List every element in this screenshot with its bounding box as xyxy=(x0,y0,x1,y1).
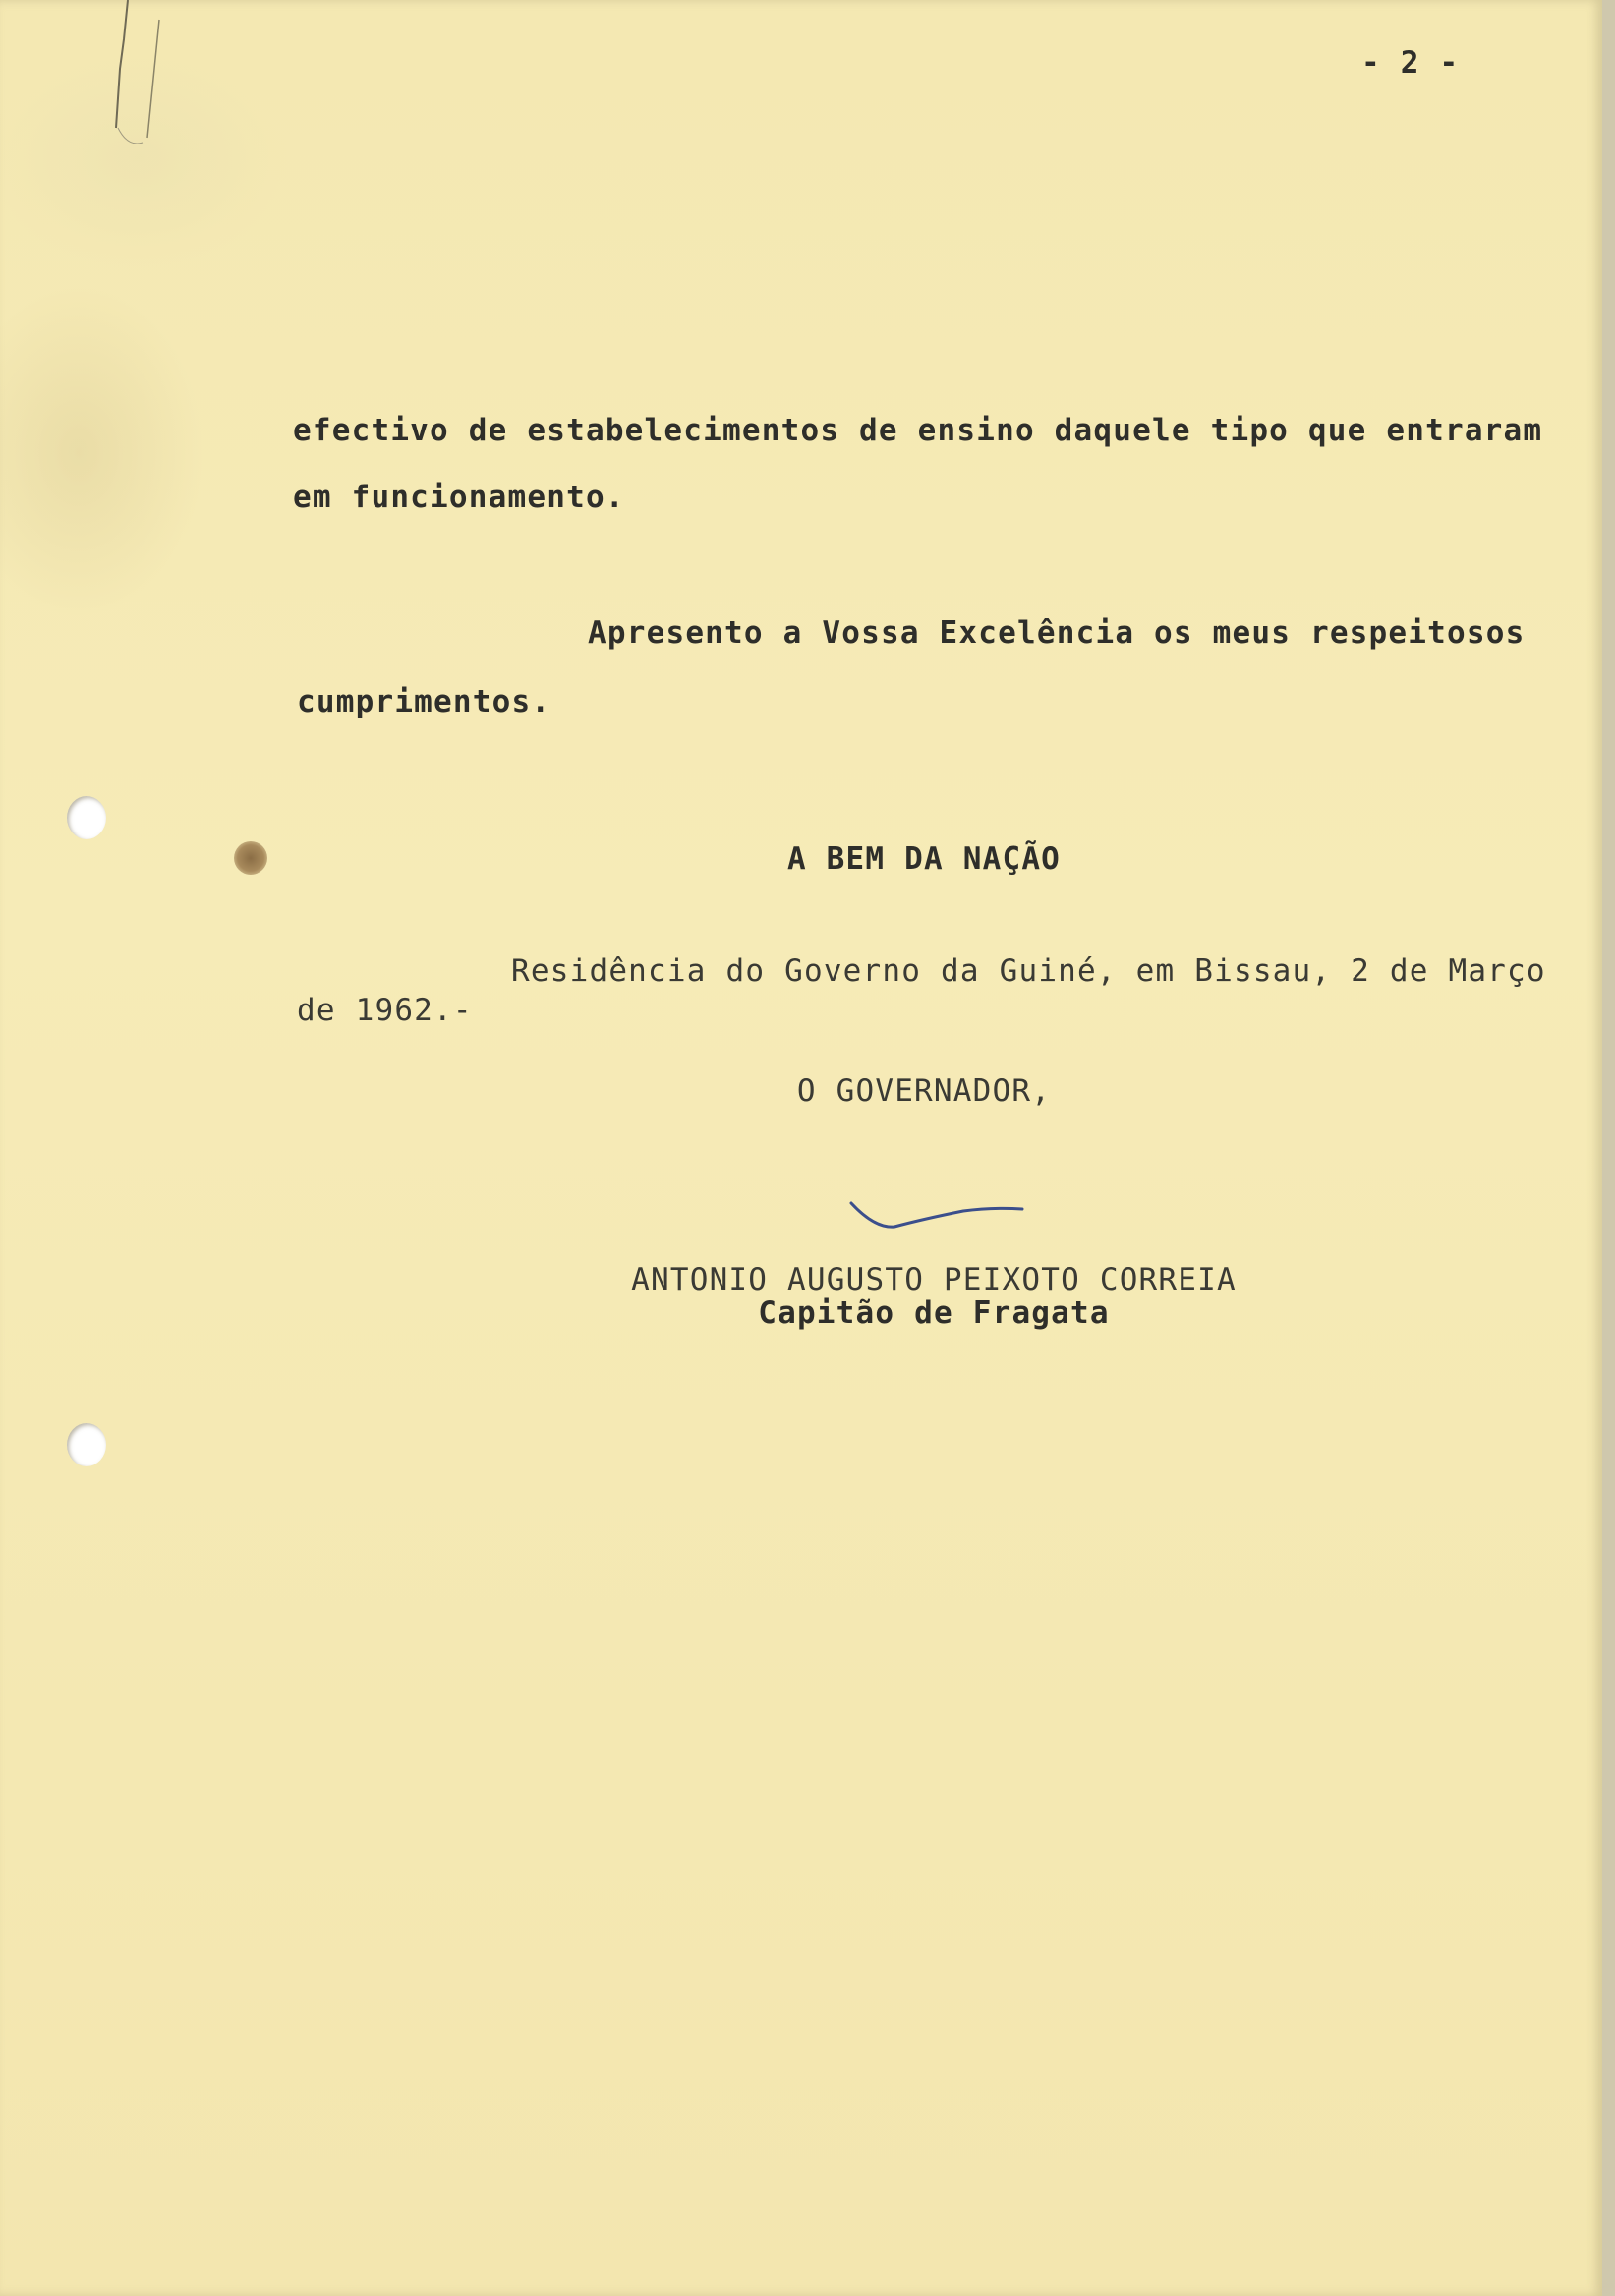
paragraph-2-line-2: cumprimentos. xyxy=(297,684,551,719)
signatory-role: O GOVERNADOR, xyxy=(796,1073,1052,1109)
page-number: - 2 - xyxy=(1361,45,1460,81)
staple-mark-icon xyxy=(98,0,177,157)
ink-stain xyxy=(234,841,267,875)
paragraph-1-line-1: efectivo de estabelecimentos de ensino daquele tipo que entraram xyxy=(293,413,1543,448)
motto: A BEM DA NAÇÃO xyxy=(786,841,1062,877)
signatory-name: ANTONIO AUGUSTO PEIXOTO CORREIA xyxy=(631,1262,1237,1297)
paragraph-2-line-1: Apresento a Vossa Excelência os meus respeitosos xyxy=(588,615,1526,651)
signatory-rank: Capitão de Fragata xyxy=(758,1295,1110,1331)
handwritten-signature-icon xyxy=(845,1189,1032,1238)
paper-edge xyxy=(1602,0,1615,2296)
dateline-line-1: Residência do Governo da Guiné, em Bissau, 2 de Março xyxy=(511,953,1546,989)
punch-hole-bottom xyxy=(67,1423,106,1466)
dateline-line-2: de 1962.- xyxy=(297,993,473,1028)
paragraph-1-line-2: em funcionamento. xyxy=(293,480,625,515)
punch-hole-top xyxy=(67,796,106,839)
